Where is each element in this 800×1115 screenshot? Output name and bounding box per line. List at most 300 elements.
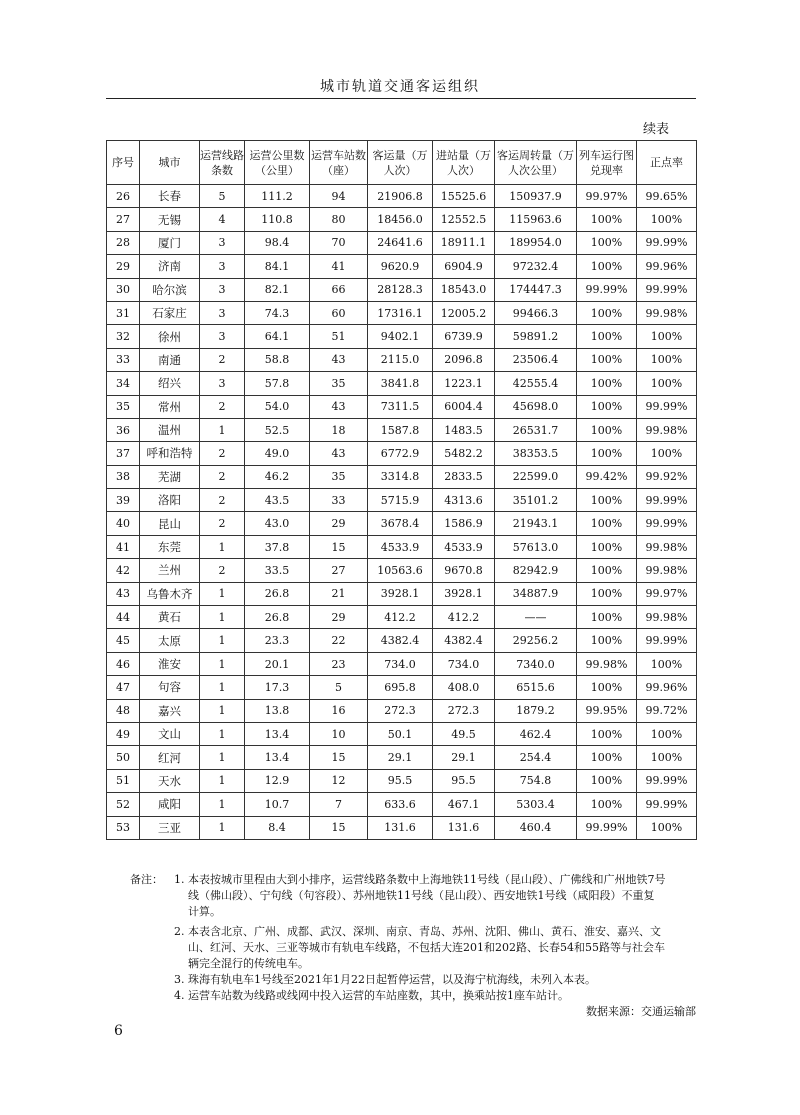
cell-ridership: 24641.6: [368, 231, 433, 254]
cell-lines: 1: [200, 676, 245, 699]
header-stations: 运营车站数（座）: [310, 141, 368, 185]
cell-fulfillment: 100%: [577, 418, 637, 441]
cell-km: 43.5: [245, 489, 310, 512]
cell-index: 47: [107, 676, 140, 699]
cell-ridership: 3841.8: [368, 372, 433, 395]
cell-stations: 94: [310, 185, 368, 208]
cell-index: 39: [107, 489, 140, 512]
cell-km: 49.0: [245, 442, 310, 465]
table-row: [107, 278, 697, 301]
cell-lines: 2: [200, 395, 245, 418]
cell-km: 46.2: [245, 465, 310, 488]
cell-city: 昆山: [140, 512, 200, 535]
note-line: [130, 888, 700, 904]
cell-index: 34: [107, 372, 140, 395]
cell-stations: 15: [310, 746, 368, 769]
cell-turnover: 29256.2: [495, 629, 577, 652]
cell-ridership: 4382.4: [368, 629, 433, 652]
cell-turnover: 99466.3: [495, 301, 577, 324]
cell-turnover: 45698.0: [495, 395, 577, 418]
cell-ridership: 4533.9: [368, 535, 433, 558]
cell-turnover: 59891.2: [495, 325, 577, 348]
cell-km: 10.7: [245, 793, 310, 816]
cell-stations: 15: [310, 816, 368, 839]
cell-lines: 1: [200, 535, 245, 558]
cell-punctuality: 99.98%: [637, 535, 697, 558]
table-row: [107, 372, 697, 395]
cell-lines: 2: [200, 559, 245, 582]
table-row: [107, 465, 697, 488]
note-number: 3.: [174, 973, 185, 986]
table-row: [107, 559, 697, 582]
cell-lines: 3: [200, 278, 245, 301]
note-line: [130, 924, 700, 940]
table-row: [107, 301, 697, 324]
cell-index: 41: [107, 535, 140, 558]
note-number: 1.: [174, 873, 185, 886]
cell-stations: 12: [310, 769, 368, 792]
cell-km: 111.2: [245, 185, 310, 208]
cell-fulfillment: 100%: [577, 348, 637, 371]
cell-punctuality: 100%: [637, 816, 697, 839]
cell-stations: 10: [310, 722, 368, 745]
cell-fulfillment: 100%: [577, 442, 637, 465]
cell-index: 36: [107, 418, 140, 441]
header-fulfillment: 列车运行图兑现率: [577, 141, 637, 185]
cell-city: 厦门: [140, 231, 200, 254]
cell-index: 49: [107, 722, 140, 745]
cell-turnover: 1879.2: [495, 699, 577, 722]
title-divider: [106, 98, 696, 99]
cell-punctuality: 99.99%: [637, 395, 697, 418]
cell-lines: 2: [200, 465, 245, 488]
page-number: 6: [114, 1023, 123, 1039]
cell-city: 洛阳: [140, 489, 200, 512]
cell-city: 咸阳: [140, 793, 200, 816]
cell-entries: 18543.0: [433, 278, 495, 301]
cell-km: 13.4: [245, 746, 310, 769]
table-row: [107, 722, 697, 745]
cell-ridership: 272.3: [368, 699, 433, 722]
cell-entries: 18911.1: [433, 231, 495, 254]
cell-city: 淮安: [140, 652, 200, 675]
cell-ridership: 17316.1: [368, 301, 433, 324]
note-lead: [130, 956, 174, 972]
running-title: 城市轨道交通客运组织: [320, 79, 480, 95]
cell-entries: 408.0: [433, 676, 495, 699]
cell-punctuality: 99.99%: [637, 629, 697, 652]
cell-fulfillment: 99.95%: [577, 699, 637, 722]
cell-stations: 43: [310, 348, 368, 371]
cell-fulfillment: 100%: [577, 208, 637, 231]
note-text: 计算。: [188, 905, 221, 918]
cell-index: 32: [107, 325, 140, 348]
cell-fulfillment: 100%: [577, 255, 637, 278]
cell-fulfillment: 100%: [577, 629, 637, 652]
cell-punctuality: 100%: [637, 372, 697, 395]
note-lead: [130, 940, 174, 956]
note-line: [130, 940, 700, 956]
cell-punctuality: 99.92%: [637, 465, 697, 488]
cell-stations: 33: [310, 489, 368, 512]
cell-ridership: 2115.0: [368, 348, 433, 371]
cell-lines: 1: [200, 816, 245, 839]
cell-city: 文山: [140, 722, 200, 745]
cell-punctuality: 99.99%: [637, 278, 697, 301]
cell-km: 26.8: [245, 606, 310, 629]
cell-stations: 21: [310, 582, 368, 605]
cell-stations: 15: [310, 535, 368, 558]
cell-city: 天水: [140, 769, 200, 792]
cell-fulfillment: 99.97%: [577, 185, 637, 208]
cell-stations: 43: [310, 395, 368, 418]
note-text: 本表按城市里程由大到小排序，运营线路条数中上海地铁11号线（昆山段）、广佛线和广州地铁7号: [188, 873, 666, 886]
cell-fulfillment: 99.42%: [577, 465, 637, 488]
note-line: [130, 972, 700, 988]
cell-turnover: 38353.5: [495, 442, 577, 465]
header-city: 城市: [140, 141, 200, 185]
cell-fulfillment: 100%: [577, 372, 637, 395]
cell-fulfillment: 100%: [577, 231, 637, 254]
cell-entries: 1586.9: [433, 512, 495, 535]
cell-turnover: 82942.9: [495, 559, 577, 582]
cell-punctuality: 99.65%: [637, 185, 697, 208]
cell-ridership: 9620.9: [368, 255, 433, 278]
cell-fulfillment: 99.98%: [577, 652, 637, 675]
cell-punctuality: 100%: [637, 348, 697, 371]
cell-fulfillment: 100%: [577, 512, 637, 535]
cell-ridership: 3928.1: [368, 582, 433, 605]
cell-index: 52: [107, 793, 140, 816]
table-row: [107, 512, 697, 535]
cell-stations: 51: [310, 325, 368, 348]
header-index: 序号: [107, 141, 140, 185]
cell-lines: 3: [200, 301, 245, 324]
cell-stations: 22: [310, 629, 368, 652]
cell-entries: 272.3: [433, 699, 495, 722]
cell-turnover: 21943.1: [495, 512, 577, 535]
cell-ridership: 734.0: [368, 652, 433, 675]
cell-punctuality: 99.98%: [637, 301, 697, 324]
cell-entries: 6004.4: [433, 395, 495, 418]
cell-city: 长春: [140, 185, 200, 208]
cell-punctuality: 99.99%: [637, 231, 697, 254]
table-row: [107, 325, 697, 348]
cell-lines: 2: [200, 348, 245, 371]
metro-operations-table: [106, 140, 697, 840]
cell-city: 石家庄: [140, 301, 200, 324]
cell-fulfillment: 100%: [577, 325, 637, 348]
cell-turnover: 115963.6: [495, 208, 577, 231]
notes-section: [130, 872, 700, 1004]
cell-city: 温州: [140, 418, 200, 441]
cell-ridership: 18456.0: [368, 208, 433, 231]
cell-entries: 412.2: [433, 606, 495, 629]
cell-ridership: 695.8: [368, 676, 433, 699]
cell-turnover: 97232.4: [495, 255, 577, 278]
cell-fulfillment: 100%: [577, 676, 637, 699]
header-turnover: 客运周转量（万人次公里）: [495, 141, 577, 185]
cell-entries: 12005.2: [433, 301, 495, 324]
cell-entries: 29.1: [433, 746, 495, 769]
cell-stations: 27: [310, 559, 368, 582]
cell-stations: 18: [310, 418, 368, 441]
cell-index: 28: [107, 231, 140, 254]
table-row: [107, 606, 697, 629]
note-number: 4.: [174, 989, 185, 1002]
cell-city: 呼和浩特: [140, 442, 200, 465]
cell-punctuality: 99.99%: [637, 512, 697, 535]
cell-punctuality: 99.99%: [637, 489, 697, 512]
cell-fulfillment: 100%: [577, 746, 637, 769]
header-km: 运营公里数（公里）: [245, 141, 310, 185]
cell-lines: 5: [200, 185, 245, 208]
cell-km: 52.5: [245, 418, 310, 441]
cell-entries: 95.5: [433, 769, 495, 792]
cell-turnover: 462.4: [495, 722, 577, 745]
table-row: [107, 769, 697, 792]
cell-city: 乌鲁木齐: [140, 582, 200, 605]
cell-lines: 3: [200, 372, 245, 395]
table-row: [107, 676, 697, 699]
cell-entries: 12552.5: [433, 208, 495, 231]
cell-stations: 7: [310, 793, 368, 816]
note-number: 2.: [174, 925, 185, 938]
cell-ridership: 21906.8: [368, 185, 433, 208]
cell-km: 26.8: [245, 582, 310, 605]
cell-city: 济南: [140, 255, 200, 278]
table-row: [107, 395, 697, 418]
cell-lines: 1: [200, 699, 245, 722]
cell-km: 57.8: [245, 372, 310, 395]
cell-turnover: 23506.4: [495, 348, 577, 371]
cell-lines: 4: [200, 208, 245, 231]
cell-entries: 2096.8: [433, 348, 495, 371]
cell-turnover: ——: [495, 606, 577, 629]
table-row: [107, 231, 697, 254]
cell-city: 哈尔滨: [140, 278, 200, 301]
cell-km: 13.8: [245, 699, 310, 722]
continued-label: 续表: [643, 122, 670, 137]
cell-index: 40: [107, 512, 140, 535]
cell-turnover: 460.4: [495, 816, 577, 839]
cell-city: 红河: [140, 746, 200, 769]
cell-km: 110.8: [245, 208, 310, 231]
cell-ridership: 412.2: [368, 606, 433, 629]
cell-turnover: 42555.4: [495, 372, 577, 395]
cell-turnover: 6515.6: [495, 676, 577, 699]
note-lead: [130, 888, 174, 904]
table-body: [107, 185, 697, 840]
cell-km: 58.8: [245, 348, 310, 371]
cell-city: 常州: [140, 395, 200, 418]
cell-fulfillment: 100%: [577, 489, 637, 512]
cell-index: 51: [107, 769, 140, 792]
cell-punctuality: 100%: [637, 746, 697, 769]
cell-km: 84.1: [245, 255, 310, 278]
header-entries: 进站量（万人次）: [433, 141, 495, 185]
cell-lines: 1: [200, 722, 245, 745]
cell-lines: 2: [200, 489, 245, 512]
cell-lines: 1: [200, 652, 245, 675]
cell-city: 南通: [140, 348, 200, 371]
cell-city: 绍兴: [140, 372, 200, 395]
cell-ridership: 10563.6: [368, 559, 433, 582]
cell-ridership: 29.1: [368, 746, 433, 769]
cell-lines: 1: [200, 746, 245, 769]
cell-index: 35: [107, 395, 140, 418]
cell-entries: 1483.5: [433, 418, 495, 441]
cell-stations: 41: [310, 255, 368, 278]
cell-punctuality: 99.97%: [637, 582, 697, 605]
cell-entries: 15525.6: [433, 185, 495, 208]
note-number: [174, 888, 188, 904]
cell-lines: 1: [200, 793, 245, 816]
note-number: [174, 956, 188, 972]
cell-ridership: 5715.9: [368, 489, 433, 512]
cell-stations: 70: [310, 231, 368, 254]
cell-index: 43: [107, 582, 140, 605]
note-lead: [130, 988, 174, 1004]
cell-punctuality: 100%: [637, 325, 697, 348]
cell-entries: 2833.5: [433, 465, 495, 488]
cell-entries: 467.1: [433, 793, 495, 816]
cell-ridership: 1587.8: [368, 418, 433, 441]
cell-index: 33: [107, 348, 140, 371]
cell-km: 13.4: [245, 722, 310, 745]
cell-index: 42: [107, 559, 140, 582]
cell-turnover: 174447.3: [495, 278, 577, 301]
table-row: [107, 442, 697, 465]
cell-entries: 6904.9: [433, 255, 495, 278]
cell-city: 黄石: [140, 606, 200, 629]
cell-ridership: 7311.5: [368, 395, 433, 418]
cell-turnover: 754.8: [495, 769, 577, 792]
note-line: [130, 872, 700, 888]
header-ridership: 客运量（万人次）: [368, 141, 433, 185]
note-text: 线（佛山段）、宁句线（句容段）、苏州地铁11号线（昆山段）、西安地铁1号线（咸阳段）不重复: [188, 889, 655, 902]
cell-entries: 734.0: [433, 652, 495, 675]
cell-fulfillment: 100%: [577, 559, 637, 582]
cell-entries: 4313.6: [433, 489, 495, 512]
cell-km: 17.3: [245, 676, 310, 699]
cell-ridership: 28128.3: [368, 278, 433, 301]
cell-city: 无锡: [140, 208, 200, 231]
cell-turnover: 34887.9: [495, 582, 577, 605]
cell-ridership: 50.1: [368, 722, 433, 745]
cell-stations: 16: [310, 699, 368, 722]
cell-city: 三亚: [140, 816, 200, 839]
cell-km: 12.9: [245, 769, 310, 792]
table-row: [107, 418, 697, 441]
cell-fulfillment: 100%: [577, 395, 637, 418]
cell-punctuality: 99.99%: [637, 769, 697, 792]
cell-index: 45: [107, 629, 140, 652]
cell-punctuality: 99.96%: [637, 255, 697, 278]
cell-turnover: 189954.0: [495, 231, 577, 254]
table-row: [107, 746, 697, 769]
cell-turnover: 26531.7: [495, 418, 577, 441]
cell-punctuality: 100%: [637, 208, 697, 231]
cell-lines: 1: [200, 629, 245, 652]
cell-lines: 2: [200, 442, 245, 465]
cell-city: 东莞: [140, 535, 200, 558]
table-row: [107, 699, 697, 722]
cell-index: 53: [107, 816, 140, 839]
note-text: 山、红河、天水、三亚等城市有轨电车线路，不包括大连201和202路、长春54和55路等与社会车: [188, 941, 665, 954]
cell-entries: 3928.1: [433, 582, 495, 605]
cell-index: 38: [107, 465, 140, 488]
table-row: [107, 255, 697, 278]
table-row: [107, 185, 697, 208]
cell-fulfillment: 100%: [577, 793, 637, 816]
note-line: [130, 956, 700, 972]
cell-ridership: 633.6: [368, 793, 433, 816]
note-lead: 备注：: [130, 873, 163, 886]
cell-fulfillment: 100%: [577, 769, 637, 792]
table-row: [107, 535, 697, 558]
cell-km: 98.4: [245, 231, 310, 254]
cell-lines: 3: [200, 255, 245, 278]
cell-stations: 43: [310, 442, 368, 465]
cell-index: 48: [107, 699, 140, 722]
cell-entries: 49.5: [433, 722, 495, 745]
cell-lines: 1: [200, 606, 245, 629]
cell-fulfillment: 100%: [577, 722, 637, 745]
cell-fulfillment: 99.99%: [577, 278, 637, 301]
cell-punctuality: 99.96%: [637, 676, 697, 699]
cell-entries: 131.6: [433, 816, 495, 839]
table-row: [107, 793, 697, 816]
cell-index: 27: [107, 208, 140, 231]
cell-turnover: 22599.0: [495, 465, 577, 488]
cell-km: 37.8: [245, 535, 310, 558]
cell-punctuality: 100%: [637, 722, 697, 745]
cell-index: 29: [107, 255, 140, 278]
cell-ridership: 9402.1: [368, 325, 433, 348]
cell-stations: 5: [310, 676, 368, 699]
cell-km: 20.1: [245, 652, 310, 675]
header-punctuality: 正点率: [637, 141, 697, 185]
cell-stations: 23: [310, 652, 368, 675]
table-row: [107, 652, 697, 675]
cell-index: 30: [107, 278, 140, 301]
cell-index: 26: [107, 185, 140, 208]
cell-lines: 1: [200, 582, 245, 605]
cell-km: 33.5: [245, 559, 310, 582]
cell-km: 43.0: [245, 512, 310, 535]
data-source: 数据来源：交通运输部: [586, 1005, 696, 1018]
cell-turnover: 57613.0: [495, 535, 577, 558]
cell-fulfillment: 100%: [577, 582, 637, 605]
cell-stations: 60: [310, 301, 368, 324]
cell-entries: 4382.4: [433, 629, 495, 652]
cell-index: 46: [107, 652, 140, 675]
cell-city: 芜湖: [140, 465, 200, 488]
cell-entries: 1223.1: [433, 372, 495, 395]
cell-ridership: 95.5: [368, 769, 433, 792]
table-header-row: [107, 141, 697, 185]
cell-stations: 29: [310, 606, 368, 629]
cell-turnover: 5303.4: [495, 793, 577, 816]
note-lead: [130, 924, 174, 940]
cell-punctuality: 99.98%: [637, 606, 697, 629]
cell-index: 31: [107, 301, 140, 324]
cell-turnover: 7340.0: [495, 652, 577, 675]
cell-turnover: 254.4: [495, 746, 577, 769]
note-lead: [130, 972, 174, 988]
cell-stations: 80: [310, 208, 368, 231]
